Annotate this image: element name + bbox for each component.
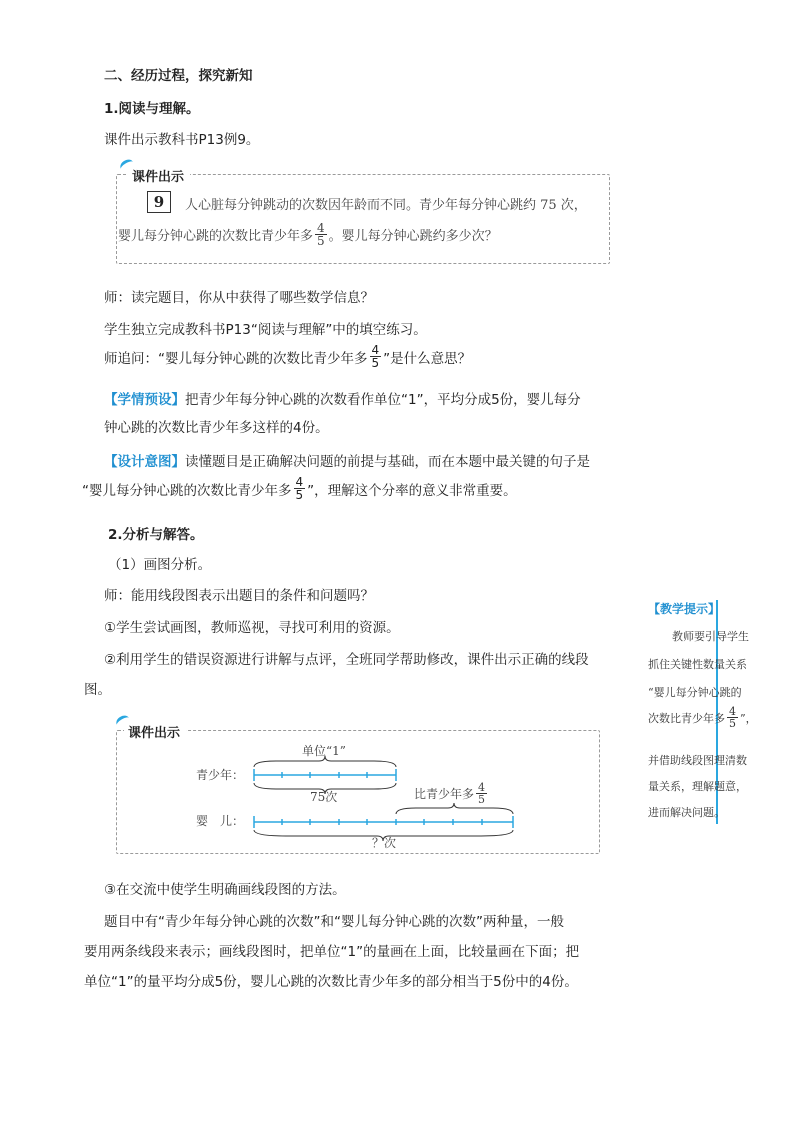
problem-line-1: 人心脏每分钟跳动的次数因年龄而不同。青少年每分钟心跳约 75 次， (185, 198, 587, 213)
baby-segment (254, 816, 513, 828)
fraction: $\frac{4}{5}$ (295, 475, 304, 502)
tag-label: 【学情预设】 (104, 392, 185, 408)
subsection-title: 2.分析与解答。 (108, 527, 204, 543)
segment-diagram (116, 730, 598, 852)
sidebar-line: “婴儿每分钟心跳的 (648, 686, 742, 699)
paragraph: ①学生尝试画图，教师巡视，寻找可利用的资源。 (104, 620, 400, 636)
fraction: $\frac{4}{5}$ (729, 705, 736, 730)
paragraph: 图。 (84, 682, 111, 698)
youth-label: 青少年： (196, 768, 245, 782)
paragraph: 钟心跳的次数比青少年多这样的4份。 (104, 420, 329, 436)
paragraph: 【设计意图】读懂题目是正确解决问题的前提与基础，而在本题中最关键的句子是 (104, 454, 590, 470)
courseware-box (116, 174, 610, 264)
sidebar-title: 【教学提示】 (648, 602, 721, 616)
section-title: 二、经历过程，探究新知 (104, 68, 253, 84)
paragraph: 题目中有“青少年每分钟心跳的次数”和“婴儿每分钟心跳的次数”两种量，一般 (104, 914, 564, 930)
paragraph: 师：能用线段图表示出题目的条件和问题吗？ (104, 588, 374, 604)
paragraph: ③在交流中使学生明确画线段图的方法。 (104, 882, 346, 898)
more-label: 比青少年多 $\frac{4}{5}$ (414, 781, 486, 806)
courseware-tag: 课件出示 (124, 722, 186, 741)
youth-segment (254, 769, 396, 781)
paragraph: 师追问：“婴儿每分钟心跳的次数比青少年多 $\frac{4}{5}$ ”是什么意思？ (104, 343, 472, 370)
paragraph: ②利用学生的错误资源进行讲解与点评，全班同学帮助修改，课件出示正确的线段 (104, 652, 589, 668)
sidebar-line: 教师要引导学生 (672, 630, 749, 643)
sidebar-line: 进而解决问题。 (648, 806, 725, 819)
sidebar-line: 抓住关键性数量关系 (648, 658, 747, 671)
tag-label: 【设计意图】 (104, 454, 185, 470)
fraction: $\frac{4}{5}$ (478, 781, 486, 806)
sidebar-line: 次数比青少年多 $\frac{4}{5}$ ”， (648, 705, 757, 730)
paragraph: 师：读完题目，你从中获得了哪些数学信息？ (104, 290, 374, 306)
paragraph: 学生独立完成教科书P13“阅读与理解”中的填空练习。 (104, 322, 427, 338)
youth-count: 75次 (310, 790, 338, 804)
paragraph: 单位“1”的量平均分成5份，婴儿心跳的次数比青少年多的部分相当于5份中的4份。 (84, 974, 578, 990)
paragraph: （1）画图分析。 (108, 557, 212, 573)
paragraph: “婴儿每分钟心跳的次数比青少年多 $\frac{4}{5}$ ”，理解这个分率的意义非常重要。 (82, 475, 517, 502)
fraction: $\frac{4}{5}$ (317, 221, 325, 248)
paragraph: 【学情预设】把青少年每分钟心跳的次数看作单位“1”，平均分成5份，婴儿每分 (104, 392, 581, 408)
problem-line-2: 婴儿每分钟心跳的次数比青少年多 $\frac{4}{5}$ 。婴儿每分钟心跳约多少次？ (118, 221, 498, 248)
sidebar-line: 量关系，理解题意， (648, 780, 747, 793)
subsection-title: 1.阅读与理解。 (104, 101, 200, 117)
baby-label: 婴 儿： (196, 814, 245, 828)
fraction: $\frac{4}{5}$ (371, 343, 380, 370)
courseware-tag: 课件出示 (128, 166, 190, 185)
sidebar-line: 并借助线段图理清数 (648, 754, 747, 767)
question-label: ？次 (372, 836, 397, 850)
example-number: 9 (147, 191, 171, 213)
paragraph: 课件出示教科书P13例9。 (104, 132, 260, 148)
unit-label: 单位“1” (302, 744, 346, 758)
paragraph: 要用两条线段来表示；画线段图时，把单位“1”的量画在上面，比较量画在下面；把 (84, 944, 580, 960)
